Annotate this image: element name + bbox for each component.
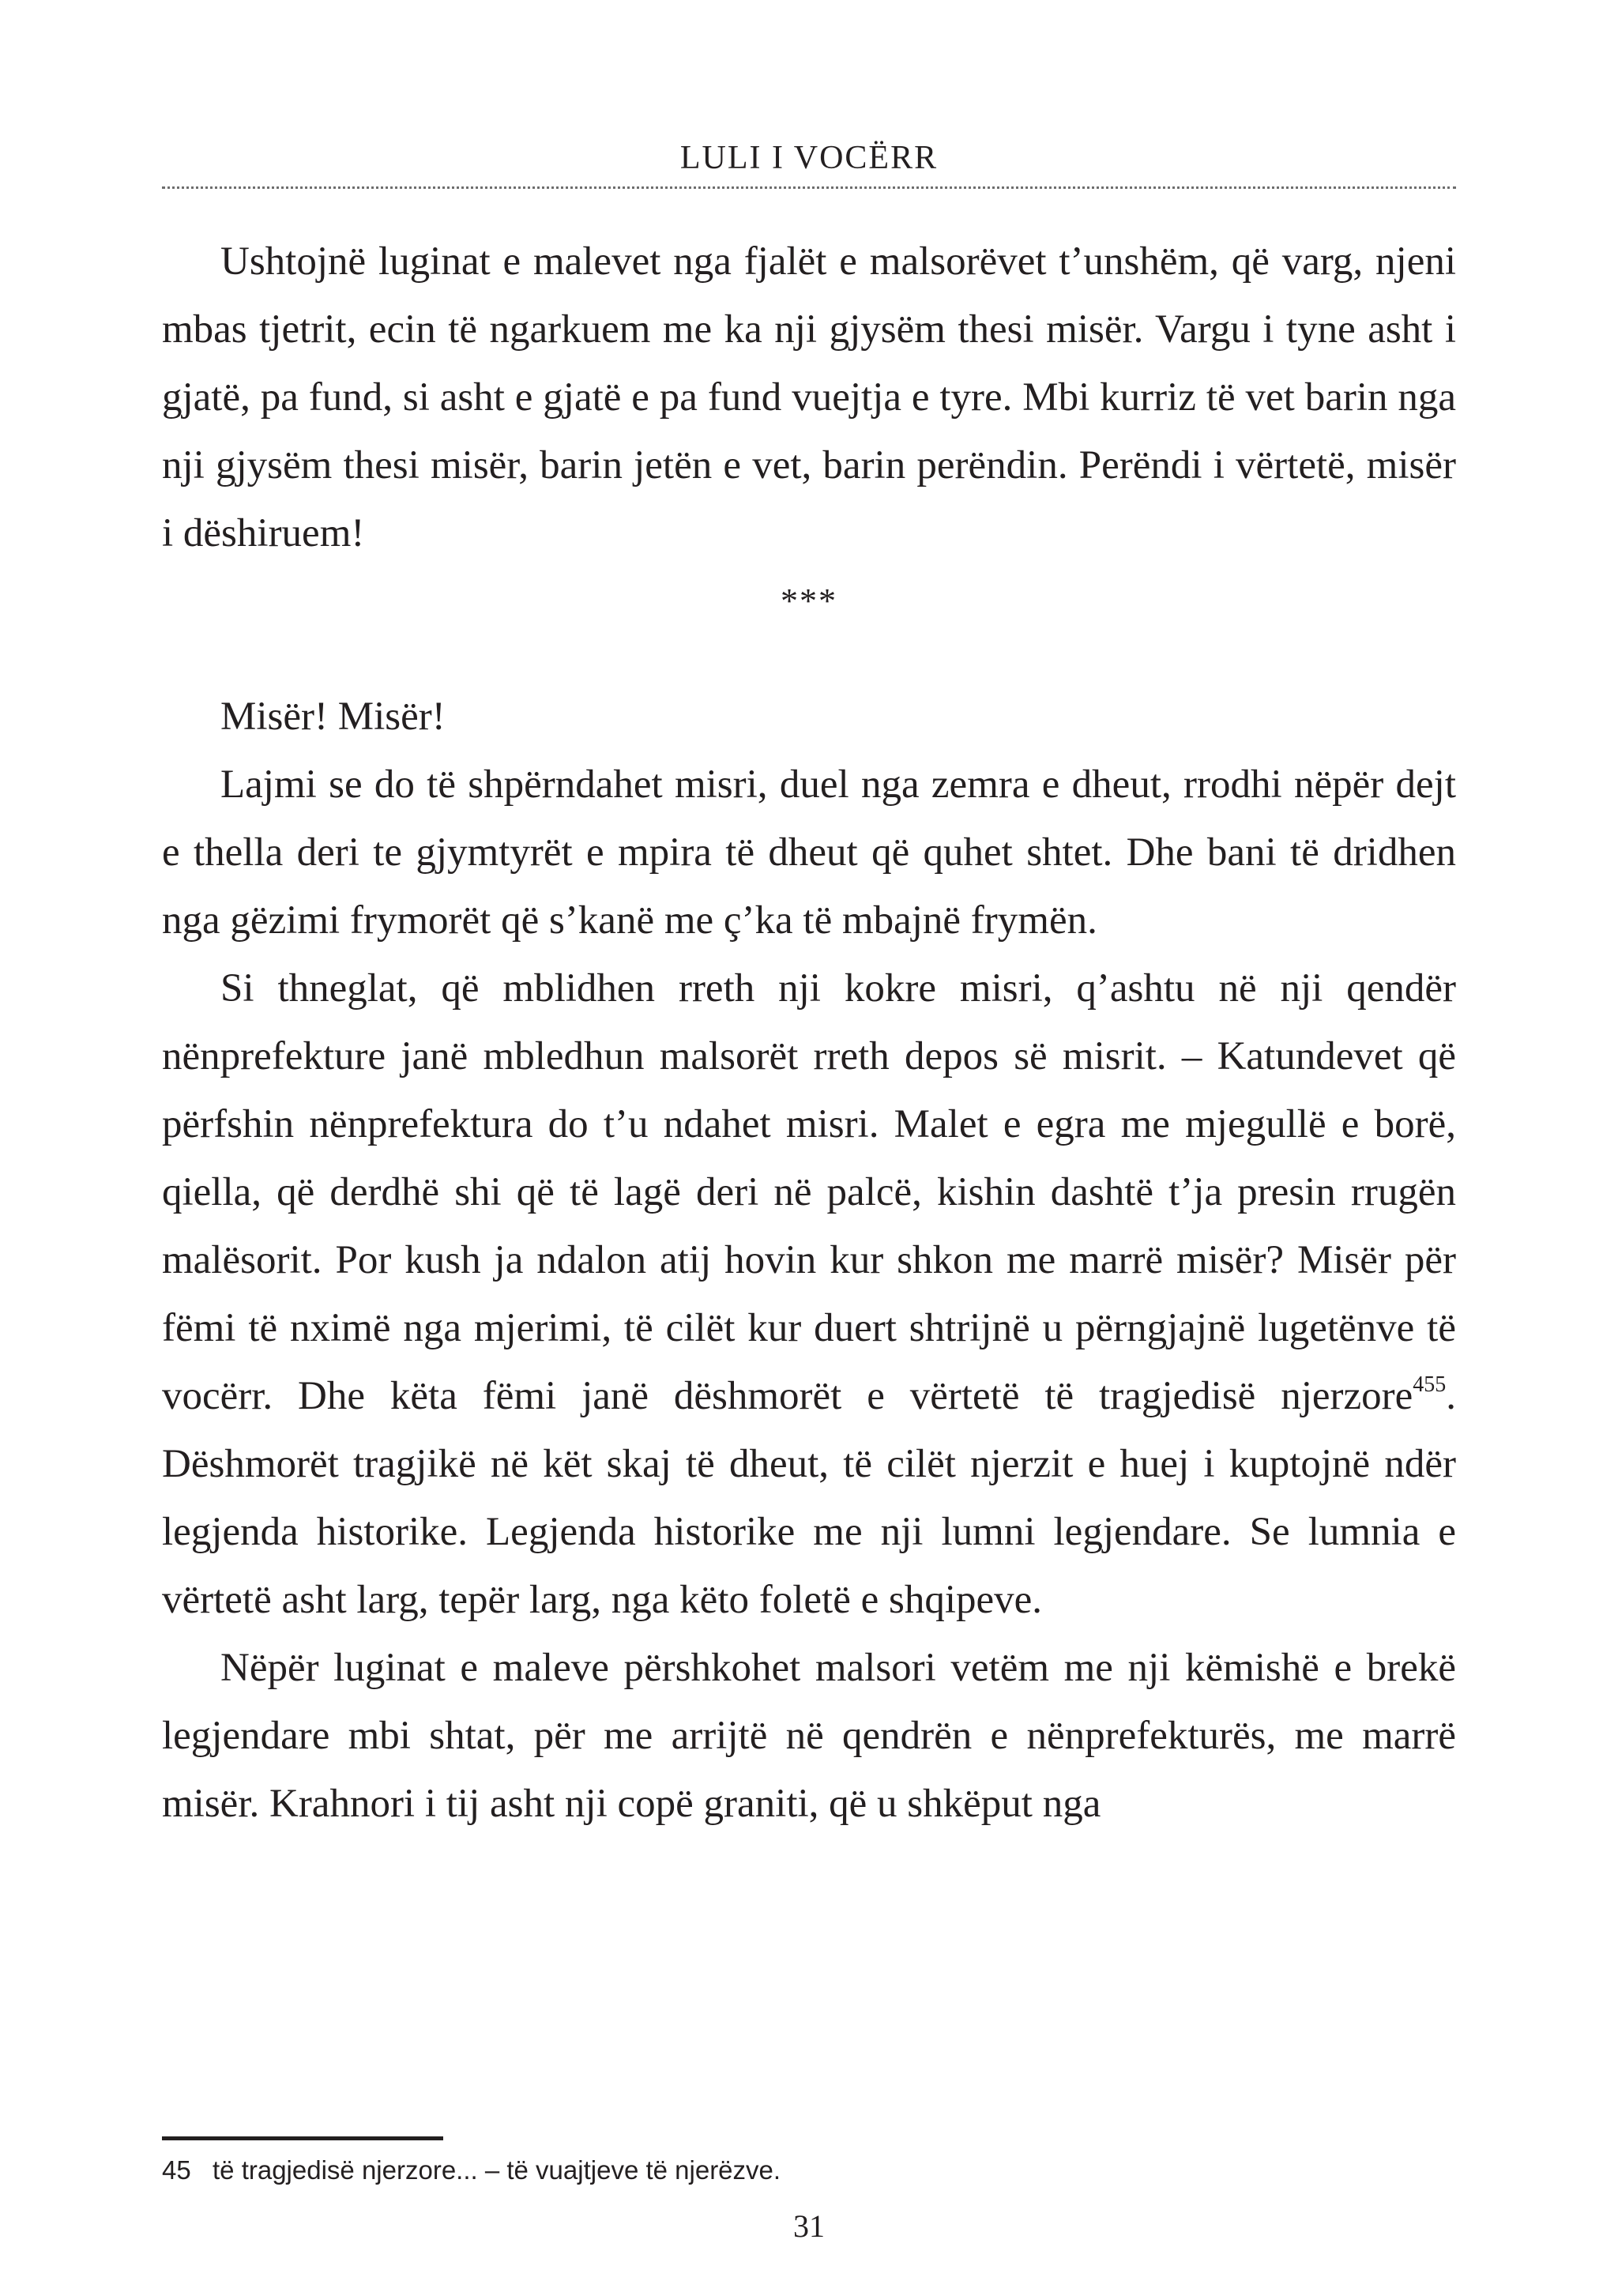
body-text [162,228,1456,1838]
paragraph-5: Nëpër luginat e maleve përshkohet malsori vetëm me nji këmishë e brekë legjendare mbi shtat, për me arrijtë në qendrën e nënprefekturës, me marrë misër. Krahnori i tij asht nji copë graniti, që u shkëput nga [162,1646,1456,1826]
footnote-text: të tragjedisë njerzore... – të vuajtjeve të njerëzve. [213,2155,781,2185]
footnote-reference: 455 [1413,1372,1447,1397]
footnote-number: 45 [162,2155,191,2185]
section-break-gap [162,635,1456,683]
paragraph-4-text-b: . Dëshmorët tragjikë në kët skaj të dheut, të cilët njerzit e huej i kuptojnë ndër legjenda historike. Legjenda historike me nji lumni legjendare. Se lumnia e vërtetë asht larg, tepër larg, nga këto foletë e shqipeve. [162,1374,1456,1622]
section-break: *** [781,582,837,620]
paragraph-4-text-a: Si thneglat, që mblidhen rreth nji kokre misri, q’ashtu në nji qendër nënprefekture janë mbledhun malsorët rreth depos së misrit. – Katundevet që përfshin nënprefektura do t’u ndahet misri. Malet e egra me mjegullë e borë, qiella, që derdhë shi që të lagë deri në palcë, kishin dashtë t’ja presin rrugën malësorit. Por kush ja ndalon atij hovin kur shkon me marrë misër? Misër për fëmi të nximë nga mjerimi, të cilët kur duert shtrijnë u përngjajnë lugetënve të vocërr. Dhe këta fëmi janë dëshmorët e vërtetë të tragjedisë njerzore [162,966,1456,1418]
paragraph-3: Lajmi se do të shpërndahet misri, duel nga zemra e dheut, rrodhi nëpër dejt e thella deri te gjymtyrët e mpira të dheut që quhet shtet. Dhe bani të dridhen nga gëzimi frymorët që s’kanë me ç’ka të mbajnë frymën. [162,762,1456,943]
page-number: 31 [793,2208,825,2244]
paragraph-2: Misër! Misër! [220,694,446,739]
running-head: LULI I VOCËRR [679,140,939,176]
footnote [162,2151,1456,2190]
paragraph-4 [162,954,1456,1634]
paragraph-1: Ushtojnë luginat e malevet nga fjalët e malsorëvet t’unshëm, që varg, njeni mbas tjetrit, ecin të ngarkuem me ka nji gjysëm thesi misër. Vargu i tyne asht i gjatë, pa fund, si asht e gjatë e pa fund vuejtja e tyre. Mbi kurriz të vet barin nga nji gjysëm thesi misër, barin jetën e vet, barin perëndin. Perëndi i vërtetë, misër i dëshiruem! [162,239,1456,555]
footnote-rule [162,2136,443,2140]
header-dotted-rule [162,186,1456,189]
